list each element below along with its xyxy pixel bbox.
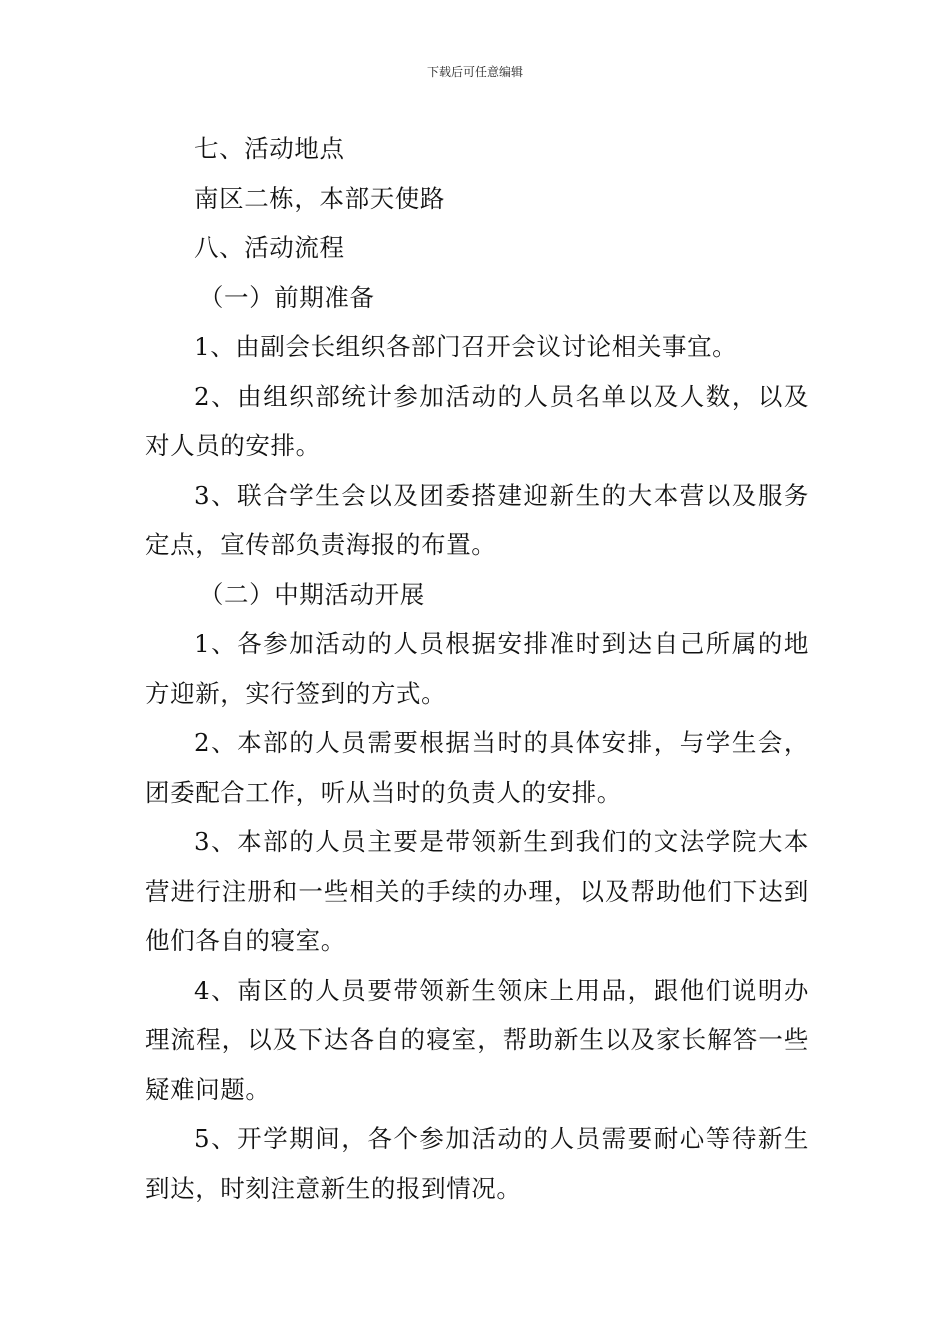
midterm-item-5: 5、开学期间，各个参加活动的人员需要耐心等待新生到达，时刻注意新生的报到情况。: [145, 1124, 809, 1203]
midterm-item-1: 1、各参加活动的人员根据安排准时到达自己所属的地方迎新，实行签到的方式。: [145, 629, 809, 708]
page-header: 下载后可任意编辑: [426, 65, 523, 79]
subsection-heading-preparation: （一）前期准备: [198, 282, 375, 312]
preparation-item-2: 2、由组织部统计参加活动的人员名单以及人数，以及对人员的安排。: [145, 381, 809, 460]
location-text: 南区二栋，本部天使路: [194, 183, 445, 213]
section-heading-location: 七、活动地点: [194, 134, 345, 163]
midterm-item-2: 2、本部的人员需要根据当时的具体安排，与学生会，团委配合工作，听从当时的负责人的安排。: [145, 728, 809, 807]
preparation-item-3: 3、联合学生会以及团委搭建迎新生的大本营以及服务定点，宣传部负责海报的布置。: [145, 480, 809, 559]
preparation-item-1: 1、由副会长组织各部门召开会议讨论相关事宜。: [194, 332, 738, 361]
document-body: [145, 124, 809, 1213]
subsection-heading-midterm: （二）中期活动开展: [198, 579, 425, 609]
midterm-item-4: 4、南区的人员要带领新生领床上用品，跟他们说明办理流程，以及下达各自的寝室，帮助新生以及家长解答一些疑难问题。: [145, 975, 809, 1104]
midterm-item-3: 3、本部的人员主要是带领新生到我们的文法学院大本营进行注册和一些相关的手续的办理，以及帮助他们下达到他们各自的寝室。: [145, 827, 809, 955]
section-heading-process: 八、活动流程: [194, 233, 345, 262]
